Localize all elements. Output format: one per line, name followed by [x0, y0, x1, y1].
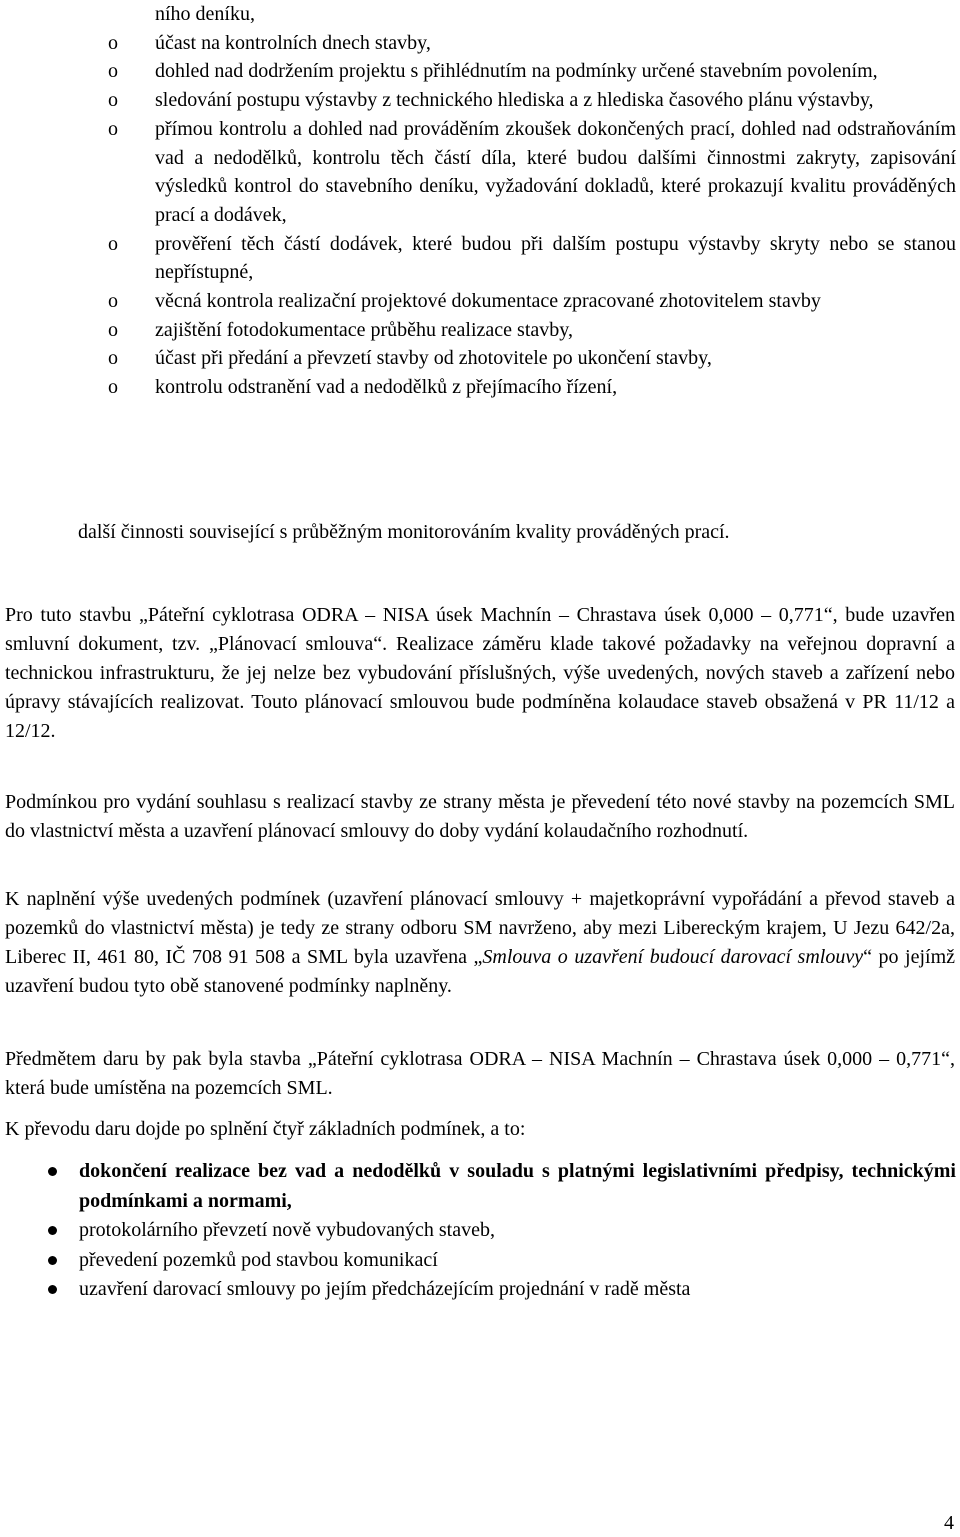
- list-item: [108, 230, 956, 287]
- paragraph-planning-contract: Pro tuto stavbu „Páteřní cyklotrasa ODRA – NISA úsek Machnín – Chrastava úsek 0,000 – 0,771“, bude uzavřen smluvní dokument, tzv. „Plánovací smlouva“. Realizace záměru klade takové požadavky na veřejnou dopravní a technickou infrastrukturu, že jej nelze bez vybudování příslušných, výše uvedených, nových staveb a zařízení nebo úpravy stávajících realizovat. Touto plánovací smlouvou bude podmíněna kolaudace staveb obsažená v PR 11/12 a 12/12.: [5, 604, 955, 742]
- list-item-text: protokolárního převzetí nově vybudovaných staveb,: [79, 1219, 495, 1241]
- list-item: [108, 287, 956, 316]
- list-item: [48, 1275, 956, 1305]
- list-marker: o: [108, 117, 118, 140]
- list-item-text: zajištění fotodokumentace průběhu realizace stavby,: [155, 318, 573, 341]
- list-item-text: převedení pozemků pod stavbou komunikací: [79, 1248, 438, 1271]
- paragraph-consent-condition: Podmínkou pro vydání souhlasu s realizací stavby ze strany města je převedení této nové stavby na pozemcích SML do vlastnictví města a uzavření plánovací smlouvy do doby vydání kolaudačního rozhodnutí.: [5, 791, 955, 842]
- list-item: [108, 0, 956, 29]
- list-item-text: dokončení realizace bez vad a nedodělků v souladu s platnými legislativními předpisy, technickými podmínkami a normami,: [79, 1160, 956, 1212]
- page-number: 4: [944, 1512, 954, 1534]
- paragraph-proposal: [5, 885, 955, 1001]
- contract-title: Smlouva o uzavření budoucí darovací smlouvy: [482, 946, 864, 968]
- list-item-text: věcná kontrola realizační projektové dokumentace zpracované zhotovitelem stavby: [155, 290, 821, 313]
- list-item: [108, 316, 956, 345]
- list-marker: o: [108, 376, 118, 399]
- list-marker: o: [108, 60, 118, 83]
- list-item-text: kontrolu odstranění vad a nedodělků z přejímacího řízení,: [155, 376, 618, 399]
- proposal-text-end: “ po jejímž uzavření budou tyto obě stanovené podmínky naplněny.: [5, 946, 956, 997]
- list-item: [48, 1216, 956, 1246]
- list-item-text: účast na kontrolních dnech stavby,: [155, 31, 431, 54]
- paragraph-conditions-intro: K převodu daru dojde po splnění čtyř základních podmínek, a to:: [5, 1118, 526, 1140]
- list-marker: o: [108, 89, 118, 112]
- bullet-icon: [48, 1256, 57, 1265]
- list-item-text: dohled nad dodržením projektu s přihlédnutím na podmínky určené stavebním povolením,: [155, 60, 878, 83]
- control-activities-list: [108, 0, 956, 402]
- conditions-list: [48, 1157, 956, 1305]
- list-item: [48, 1246, 956, 1276]
- list-item: [108, 115, 956, 230]
- list-marker: o: [108, 318, 118, 341]
- list-marker: o: [108, 31, 118, 54]
- bullet-icon: [48, 1226, 57, 1235]
- proposal-text-start: K naplnění výše uvedených podmínek (uzavření plánovací smlouvy + majetkoprávní vypořádání a převod staveb a pozemků do vlastnictví města) je tedy ze strany odboru SM navrženo, aby mezi Libereckým krajem, U Jezu 642/2a, Liberec II, 461 80, IČ 708 91 508 a SML byla uzavřena „: [5, 888, 955, 968]
- list-item: [48, 1157, 956, 1216]
- other-activities-paragraph: další činnosti související s průběžným monitorováním kvality prováděných prací.: [78, 521, 730, 543]
- bullet-icon: [48, 1167, 57, 1176]
- list-item-text: uzavření darovací smlouvy po jejím předcházejícím projednání v radě města: [79, 1278, 691, 1300]
- list-marker: o: [108, 347, 118, 370]
- list-item-text: sledování postupu výstavby z technického hlediska a z hlediska časového plánu výstavby,: [155, 89, 874, 112]
- list-item: [108, 57, 956, 86]
- list-item-text: prověření těch částí dodávek, které budou při dalším postupu výstavby skryty nebo se stanou nepřístupné,: [155, 232, 956, 284]
- list-item: [108, 86, 956, 115]
- list-item-text: účast při předání a převzetí stavby od zhotovitele po ukončení stavby,: [155, 347, 712, 370]
- list-item: [108, 344, 956, 373]
- list-item: [108, 373, 956, 402]
- list-item: [108, 29, 956, 58]
- paragraph-gift-subject: Předmětem daru by pak byla stavba „Páteřní cyklotrasa ODRA – NISA Machnín – Chrastava úsek 0,000 – 0,771“, která bude umístěna na pozemcích SML.: [5, 1048, 955, 1099]
- list-marker: o: [108, 290, 118, 313]
- list-item-text: ního deníku,: [155, 3, 255, 25]
- list-marker: o: [108, 232, 118, 255]
- list-item-text: přímou kontrolu a dohled nad prováděním zkoušek dokončených prací, dohled nad odstraňováním vad a nedodělků, kontrolu těch částí díla, které budou dalšími činnostmi zakryty, zapisování výsledků kontrol do stavebního deníku, vyžadování dokladů, které prokazují kvalitu prováděných prací a dodávek,: [155, 117, 956, 226]
- bullet-icon: [48, 1285, 57, 1294]
